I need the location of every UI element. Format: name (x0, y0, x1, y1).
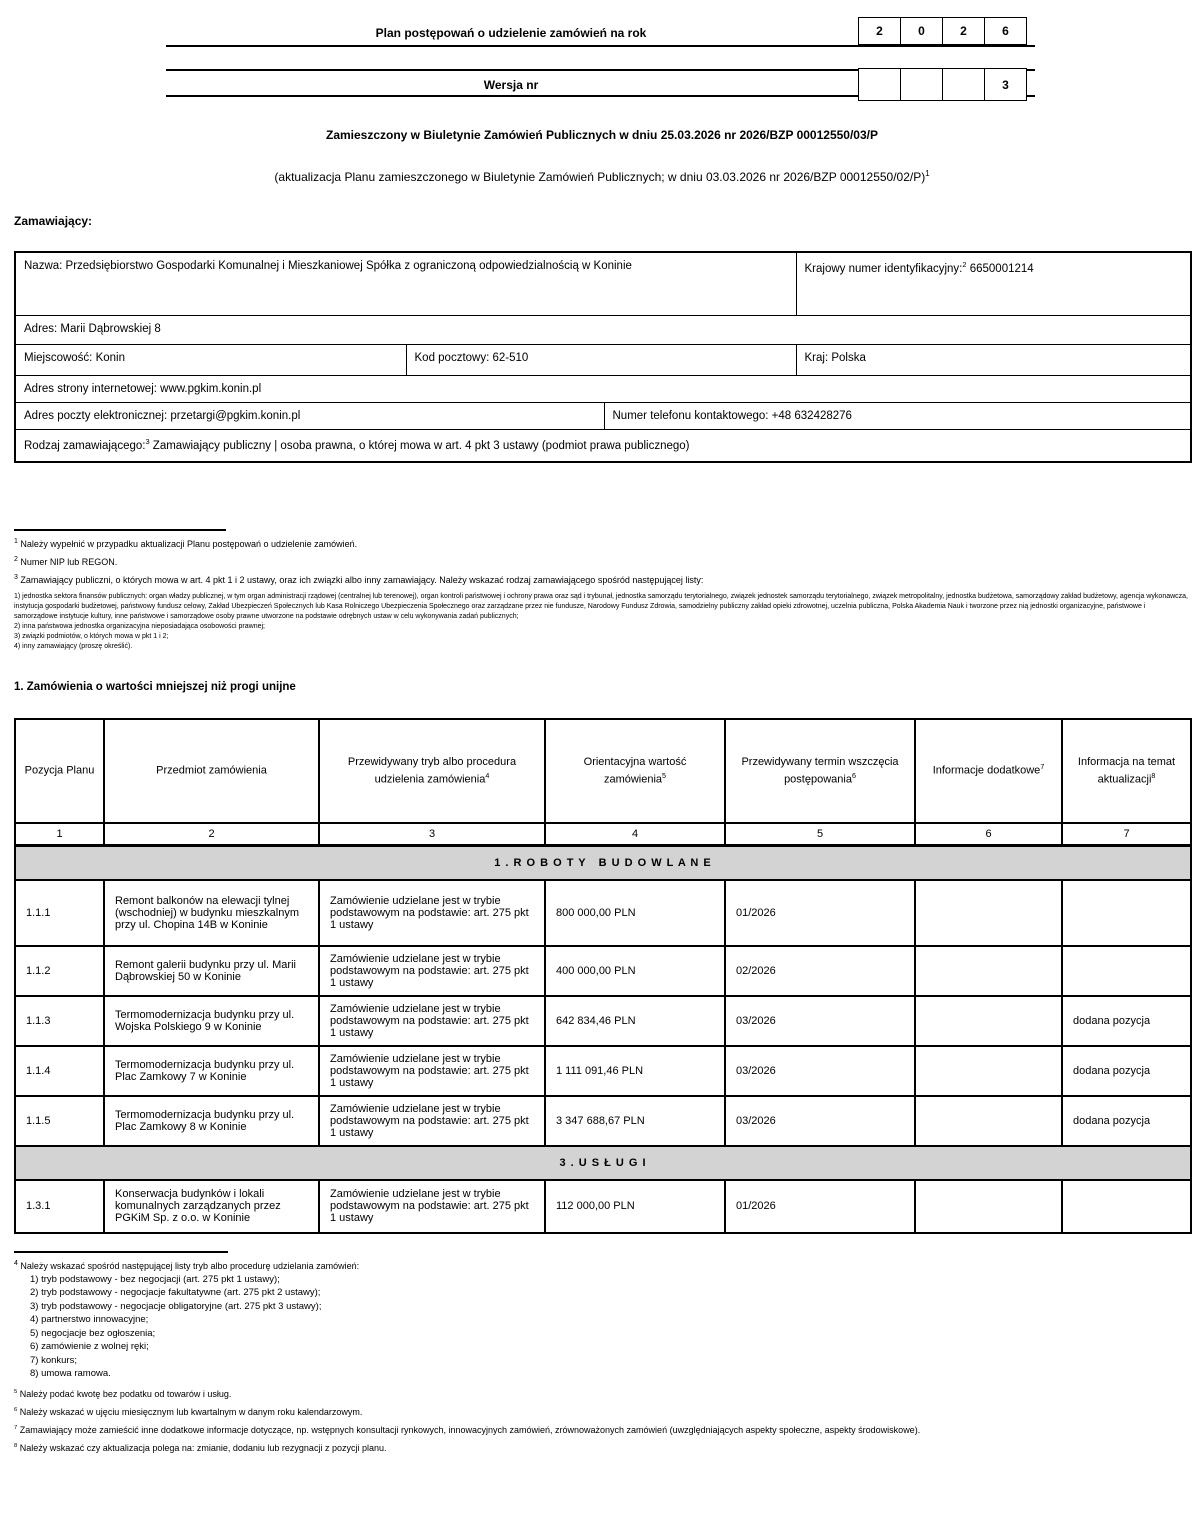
footnote-1 (14, 538, 1190, 549)
buyer-type-cell (15, 429, 1191, 462)
footnote-6-mark: 6 (14, 1406, 18, 1413)
buyer-type-footnote-mark: 3 (145, 436, 150, 446)
buyer-website-cell: Adres strony internetowej: www.pgkim.konin.pl (15, 375, 1191, 402)
plan-title-row (166, 19, 1035, 47)
cell-tryb: Zamówienie udzielane jest w trybie podstawowym na podstawie: art. 275 pkt 1 ustawy (319, 1046, 545, 1096)
cell-aktualizacja (1062, 880, 1191, 946)
buyer-row-name (15, 252, 1191, 315)
cell-dodatkowe (915, 1046, 1062, 1096)
cell-aktualizacja (1062, 946, 1191, 996)
footnote-3-text: Zamawiający publiczni, o których mowa w art. 4 pkt 1 i 2 ustawy, oraz ich związki albo inny zamawiający. Należy wskazać rodzaj zamawiającego spośród następującej listy: (20, 575, 704, 585)
buyer-row-email (15, 402, 1191, 429)
column-number-row (15, 823, 1191, 846)
footnote-3-item-1: 1) jednostka sektora finansów publicznych: organ władzy publicznej, w tym organ administracji rządowej (centralnej lub terenowej), organ kontroli państwowej i ochrony prawa oraz sąd i trybunał, jednostka samorządu terytorialnego, związek jednostek samorządu terytorialnego, związek metropolitalny, jednostka budżetowa, samorządowy zakład budżetowy, agencja wykonawcza, instytucja gospodarki budżetowej, państwowy fundusz celowy, Zakład Ubezpieczeń Społecznych lub Kasa Rolniczego Ubezpieczenia Społecznego oraz zarządzane przez nie fundusze, Narodowy Fundusz Zdrowia, samodzielny publiczny zakład opieki zdrowotnej, uczelnia publiczna, Polska Akademia Nauk i tworzone przez nią jednostki organizacyjne, państwowe i samorządowe instytucje kultury, inne państwowe i samorządowe osoby prawne utworzone na podstawie odrębnych ustaw w celu wykonywania zadań publicznych; (14, 593, 1189, 620)
footnote-4-mark: 4 (14, 1259, 18, 1267)
section-1-heading: 1. Zamówienia o wartości mniejszej niż progi unijne (14, 681, 296, 693)
cell-tryb: Zamówienie udzielane jest w trybie podstawowym na podstawie: art. 275 pkt 1 ustawy (319, 946, 545, 996)
cell-tryb: Zamówienie udzielane jest w trybie podstawowym na podstawie: art. 275 pkt 1 ustawy (319, 880, 545, 946)
buyer-phone-cell: Numer telefonu kontaktowego: +48 632428276 (604, 402, 1191, 429)
column-header-wartosc (545, 719, 725, 823)
cell-przedmiot: Remont galerii budynku przy ul. Marii Dąbrowskiej 50 w Koninie (104, 946, 319, 996)
column-number-5: 5 (725, 823, 915, 846)
publication-line: Zamieszczony w Biuletynie Zamówień Publicznych w dniu 25.03.2026 nr 2026/BZP 00012550/03/P (325, 128, 878, 142)
update-line-footnote-mark: 1 (925, 169, 930, 178)
cell-wartosc: 112 000,00 PLN (545, 1180, 725, 1233)
page-title: Plan postępowań o udzielenie zamówień na rok (375, 26, 647, 40)
cell-pozycja: 1.1.5 (15, 1096, 104, 1146)
footnote-5-mark: 5 (14, 1388, 18, 1395)
column-header-dodatkowe (915, 719, 1062, 823)
cell-termin: 03/2026 (725, 1046, 915, 1096)
footnote-4-item-1: 1) tryb podstawowy - bez negocjacji (art. 275 pkt 1 ustawy); (30, 1273, 280, 1285)
cell-dodatkowe (915, 1180, 1062, 1233)
buyer-row-type (15, 429, 1191, 462)
cell-pozycja: 1.1.4 (15, 1046, 104, 1096)
national-id-footnote-mark: 2 (962, 260, 967, 269)
cell-termin: 01/2026 (725, 880, 915, 946)
cell-tryb: Zamówienie udzielane jest w trybie podstawowym na podstawie: art. 275 pkt 1 ustawy (319, 1180, 545, 1233)
table-row-1-1-4 (15, 1046, 1191, 1096)
column-header-przedmiot-label: Przedmiot zamówienia (156, 764, 267, 777)
cell-wartosc: 400 000,00 PLN (545, 946, 725, 996)
cell-przedmiot: Remont balkonów na elewacji tylnej (wschodniej) w budynku mieszkalnym przy ul. Chopina 14B w Koninie (104, 880, 319, 946)
footnote-3-item-2: 2) inna państwowa jednostka organizacyjna nieposiadająca osobowości prawnej; (14, 623, 265, 630)
column-number-1: 1 (15, 823, 104, 846)
buyer-email-cell: Adres poczty elektronicznej: przetargi@pgkim.konin.pl (15, 402, 604, 429)
column-number-7: 7 (1062, 823, 1191, 846)
cell-termin: 01/2026 (725, 1180, 915, 1233)
footnote-6-text: Należy wskazać w ujęciu miesięcznym lub kwartalnym w danym roku kalendarzowym. (19, 1406, 363, 1417)
column-header-wartosc-sup: 5 (662, 771, 667, 780)
cell-przedmiot: Termomodernizacja budynku przy ul. Plac Zamkowy 7 w Koninie (104, 1046, 319, 1096)
buyer-row-website (15, 375, 1191, 402)
column-number-2: 2 (104, 823, 319, 846)
footnote-1-mark: 1 (14, 538, 18, 545)
footnote-2-mark: 2 (14, 556, 18, 563)
table-row-1-3-1 (15, 1180, 1191, 1233)
cell-aktualizacja: dodana pozycja (1062, 996, 1191, 1046)
footnote-4-item-2: 2) tryb podstawowy - negocjacje fakultatywne (art. 275 pkt 2 ustawy); (30, 1287, 321, 1298)
cell-pozycja: 1.1.3 (15, 996, 104, 1046)
group-banner-roboty-label: 1 . R O B O T Y B U D O W L A N E (15, 846, 1191, 880)
column-header-termin (725, 719, 915, 823)
buyer-address-cell: Adres: Marii Dąbrowskiej 8 (15, 315, 1191, 344)
column-number-3: 3 (319, 823, 545, 846)
footnote-4-item-7: 7) konkurs; (30, 1354, 77, 1366)
table-row-1-1-2 (15, 946, 1191, 996)
footnote-8-mark: 8 (14, 1442, 18, 1449)
update-line (14, 169, 1190, 184)
buyer-postal-code-cell: Kod pocztowy: 62-510 (406, 344, 796, 375)
table-row-1-1-3 (15, 996, 1191, 1046)
cell-termin: 03/2026 (725, 1096, 915, 1146)
footnote-3-mark: 3 (14, 574, 18, 581)
table-row-1-1-5 (15, 1096, 1191, 1146)
version-digit-box-1 (858, 68, 901, 101)
footnote-6 (14, 1407, 1190, 1417)
footnote-4 (14, 1260, 1190, 1271)
footnote-4-text: Należy wskazać spośród następującej listy tryb albo procedurę udzielania zamówień: (20, 1260, 360, 1271)
column-number-6: 6 (915, 823, 1062, 846)
year-digit-box-2: 0 (900, 17, 943, 45)
update-line-text: (aktualizacja Planu zamieszczonego w Biuletynie Zamówień Publicznych; w dniu 03.03.2026 nr 2026/BZP 00012550/02/P) (274, 170, 926, 184)
year-boxes (859, 17, 1027, 45)
buyer-type-value: Zamawiający publiczny | osoba prawna, o której mowa w art. 4 pkt 3 ustawy (podmiot prawa publicznego) (149, 439, 690, 452)
cell-dodatkowe (915, 946, 1062, 996)
footnote-2 (14, 556, 1190, 567)
cell-aktualizacja (1062, 1180, 1191, 1233)
cell-wartosc: 3 347 688,67 PLN (545, 1096, 725, 1146)
buyer-name-cell: Nazwa: Przedsiębiorstwo Gospodarki Komunalnej i Mieszkaniowej Spółka z ograniczoną odpowiedzialnością w Koninie (15, 252, 796, 315)
table-row-1-1-1 (15, 880, 1191, 946)
cell-termin: 02/2026 (725, 946, 915, 996)
footnote-3 (14, 574, 1190, 585)
footnote-7-text: Zamawiający może zamieścić inne dodatkowe informacje dotyczące, np. wstępnych konsultacji rynkowych, innowacyjnych zamówień, zrównoważonych zamówień (uwzględniających aspekty społeczne, aspekty środowiskowe). (19, 1424, 921, 1435)
footnote-7-mark: 7 (14, 1424, 18, 1431)
column-header-aktualizacja (1062, 719, 1191, 823)
footnote-5 (14, 1389, 1190, 1399)
cell-dodatkowe (915, 1096, 1062, 1146)
cell-aktualizacja: dodana pozycja (1062, 1046, 1191, 1096)
footnote-4-item-8: 8) umowa ramowa. (30, 1368, 111, 1379)
document-page (0, 19, 1204, 1536)
cell-wartosc: 800 000,00 PLN (545, 880, 725, 946)
footnote-3-item-4: 4) inny zamawiający (proszę określić). (14, 643, 133, 650)
procurement-table (14, 718, 1192, 1234)
cell-dodatkowe (915, 880, 1062, 946)
buyer-country-cell: Kraj: Polska (796, 344, 1191, 375)
cell-aktualizacja: dodana pozycja (1062, 1096, 1191, 1146)
year-digit-box-4: 6 (984, 17, 1027, 45)
version-digit-box-2 (900, 68, 943, 101)
footnote-4-item-3: 3) tryb podstawowy - negocjacje obligatoryjne (art. 275 pkt 3 ustawy); (30, 1300, 322, 1312)
footnote-3-item-3: 3) związki podmiotów, o których mowa w pkt 1 i 2; (14, 633, 169, 640)
footnote-4-item-5: 5) negocjacje bez ogłoszenia; (30, 1327, 156, 1339)
buyer-national-id-cell (796, 252, 1191, 315)
footnote-4-list (30, 1273, 1190, 1381)
column-header-tryb-sup: 4 (485, 771, 490, 780)
column-header-tryb (319, 719, 545, 823)
buyer-type-label: Rodzaj zamawiającego: (24, 439, 146, 452)
buyer-section-heading: Zamawiający: (14, 214, 93, 228)
footnote-4-item-6: 6) zamówienie z wolnej ręki; (30, 1341, 149, 1352)
buyer-table (14, 251, 1192, 463)
column-header-pozycja-label: Pozycja Planu (24, 764, 95, 777)
version-boxes (859, 68, 1027, 101)
column-header-termin-sup: 6 (851, 771, 856, 780)
cell-pozycja: 1.3.1 (15, 1180, 104, 1233)
footnote-3-list (14, 592, 1190, 652)
national-id-label: Krajowy numer identyfikacyjny: (804, 262, 963, 275)
footnote-2-text: Numer NIP lub REGON. (20, 557, 118, 567)
footnote-7 (14, 1425, 1190, 1435)
column-header-dodatkowe-label: Informacje dodatkowe (932, 764, 1041, 777)
footnote-separator-top (14, 529, 226, 531)
group-banner-roboty-budowlane (15, 846, 1191, 880)
cell-wartosc: 1 111 091,46 PLN (545, 1046, 725, 1096)
column-header-aktualizacja-sup: 8 (1151, 771, 1156, 780)
cell-przedmiot: Termomodernizacja budynku przy ul. Wojska Polskiego 9 w Koninie (104, 996, 319, 1046)
column-header-row (15, 719, 1191, 823)
footnote-5-text: Należy podać kwotę bez podatku od towarów i usług. (19, 1388, 232, 1399)
cell-pozycja: 1.1.1 (15, 880, 104, 946)
year-digit-box-1: 2 (858, 17, 901, 45)
buyer-row-city (15, 344, 1191, 375)
national-id-value: 6650001214 (966, 262, 1034, 275)
buyer-row-address (15, 315, 1191, 344)
footnote-8 (14, 1443, 1190, 1453)
column-header-wartosc-label: Orientacyjna wartość zamówienia (583, 755, 687, 786)
cell-pozycja: 1.1.2 (15, 946, 104, 996)
column-number-4: 4 (545, 823, 725, 846)
cell-tryb: Zamówienie udzielane jest w trybie podstawowym na podstawie: art. 275 pkt 1 ustawy (319, 996, 545, 1046)
buyer-city-cell: Miejscowość: Konin (15, 344, 406, 375)
group-banner-uslugi (15, 1146, 1191, 1180)
footnote-4-item-4: 4) partnerstwo innowacyjne; (30, 1314, 149, 1325)
cell-przedmiot: Konserwacja budynków i lokali komunalnych zarządzanych przez PGKiM Sp. z o.o. w Koninie (104, 1180, 319, 1233)
column-header-tryb-label: Przewidywany tryb albo procedura udzielenia zamówienia (347, 755, 517, 786)
column-header-aktualizacja-label: Informacja na temat aktualizacji (1077, 755, 1176, 786)
cell-wartosc: 642 834,46 PLN (545, 996, 725, 1046)
footnote-1-text: Należy wypełnić w przypadku aktualizacji Planu postępowań o udzielenie zamówień. (20, 539, 358, 549)
footnote-separator-bottom (14, 1251, 228, 1253)
column-header-dodatkowe-sup: 7 (1040, 763, 1045, 772)
cell-termin: 03/2026 (725, 996, 915, 1046)
version-digit-box-4: 3 (984, 68, 1027, 101)
cell-tryb: Zamówienie udzielane jest w trybie podstawowym na podstawie: art. 275 pkt 1 ustawy (319, 1096, 545, 1146)
version-digit-box-3 (942, 68, 985, 101)
footnote-8-text: Należy wskazać czy aktualizacja polega na: zmianie, dodaniu lub rezygnacji z pozycji planu. (19, 1442, 387, 1453)
version-label: Wersja nr (483, 78, 539, 92)
column-header-termin-label: Przewidywany termin wszczęcia postępowania (741, 755, 899, 786)
year-digit-box-3: 2 (942, 17, 985, 45)
cell-przedmiot: Termomodernizacja budynku przy ul. Plac Zamkowy 8 w Koninie (104, 1096, 319, 1146)
column-header-przedmiot (104, 719, 319, 823)
cell-dodatkowe (915, 996, 1062, 1046)
column-header-pozycja (15, 719, 104, 823)
version-row (166, 69, 1035, 97)
group-banner-uslugi-label: 3 . U S Ł U G I (15, 1146, 1191, 1180)
